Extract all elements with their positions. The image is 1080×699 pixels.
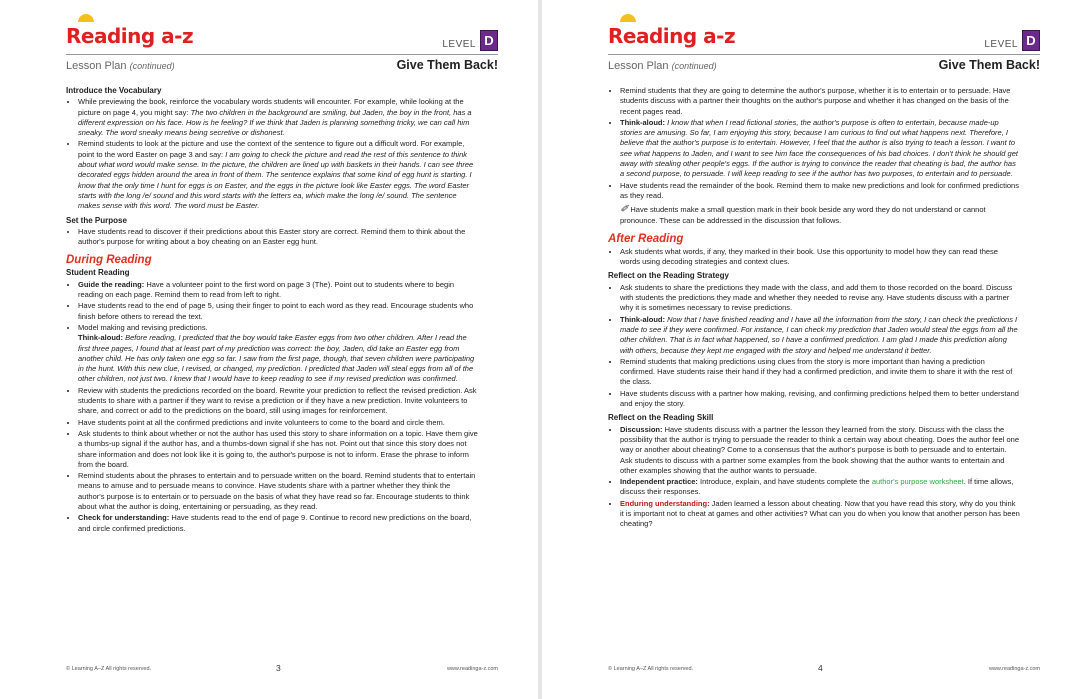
bullet-list bbox=[66, 280, 478, 534]
website-link[interactable]: www.readinga-z.com bbox=[446, 666, 498, 672]
website-link[interactable]: www.readinga-z.com bbox=[988, 666, 1040, 672]
section-heading: Introduce the Vocabulary bbox=[66, 86, 162, 95]
list-item: • Enduring understanding: Jaden learned a lesson about cheating. Now that you have read this story, why do you think it is important not to cheat at games and other activities? What can you do when you know that another person has been cheating? bbox=[620, 499, 1020, 530]
section-heading: Reflect on the Reading Strategy bbox=[608, 271, 729, 281]
header-rule bbox=[66, 54, 498, 55]
bullet-list bbox=[66, 97, 478, 211]
worksheet-link[interactable]: author's purpose worksheet bbox=[871, 477, 964, 487]
sun-icon bbox=[78, 14, 94, 22]
list-item: • Ask students to think about whether or not the author has used this story to share information on a topic. Have them give a thumbs-up signal if the author has, and a thumbs-down signal if she has not. Point out that since this story does not share information and does not look like it is going to, the author's purpose is not to inform. Erase the phrase to inform from the board. bbox=[78, 429, 478, 470]
list-item: • Remind students about the phrases to entertain and to persuade written on the board. Remind students that to entertain means to amuse and to persuade means to convince. Have students share with a partner whether they think the author's purpose is to entertain or to persuade on the basis of what they have read so far. Encourage students to think about what the author is doing, entertaining or persuading, as they read. bbox=[78, 471, 478, 512]
list-item: • Ask students what words, if any, they marked in their book. Use this opportunity to model how they can read these words using decoding strategies and context clues. bbox=[620, 247, 1020, 268]
list-item: • Remind students that making predictions using clues from the story is more important than having a prediction confirmed. Have students raise their hand if they had a confirmed prediction, and invite them to share it with the rest of the class. bbox=[620, 357, 1020, 388]
list-item: • Ask students to share the predictions they made with the class, and add them to those recorded on the board. Discuss with students the predictions they made and whether they needed to revise any. Have students discuss with a partner why it is sometimes necessary to revise predictions. bbox=[620, 283, 1020, 314]
list-item: • Model making and revising predictions. Think-aloud: Before reading, I predicted that the boy would take Easter eggs from two other children. After I read the first three pages, I found that at least part of my prediction was correct: the boy, Jaden, did take an Easter egg from another child. He has only taken one egg so far. I saw from the first page, though, that seven children were participating in the hunt. With this new clue, I revised, or changed, my prediction. I predicted that Jaden will steal eggs from all of the other children, not just two. I knew that I would have to keep reading to see if my revised prediction was confirmed. bbox=[78, 323, 478, 385]
page-number: 4 bbox=[818, 663, 823, 673]
level-indicator bbox=[442, 30, 498, 51]
page-4 bbox=[542, 0, 1080, 699]
section-heading: Set the Purpose bbox=[66, 215, 127, 225]
reading-az-logo[interactable]: Reading a-z bbox=[608, 24, 735, 48]
during-reading-heading: During Reading bbox=[66, 254, 152, 267]
lesson-plan-subhead: Lesson Plan (continued) bbox=[66, 60, 175, 72]
list-item: • Remind students to look at the picture and use the context of the sentence to figure out a difficult word. For example, point to the word Easter on page 3 and say: I am going to check the picture and read the rest of this sentence to think about what word would make sense. In the picture, the children are lined up with baskets in their hands. I can see three decorated eggs hidden around the area in front of them. The sentence explains that some kind of egg hunt is starting. I know that the only time I hunt for eggs is on Easter, and the eggs in the picture look like Easter eggs. The word Easter starts with the long /e/ sound and this word starts with the letters ea, which make the long /e/ sound. The sentence makes sense with this word. The word must be Easter. bbox=[78, 139, 478, 211]
copyright: © Learning A–Z All rights reserved. bbox=[66, 666, 152, 672]
list-item: • Have students read the remainder of the book. Remind them to make new predictions and look for confirmed predictions as they read. bbox=[620, 181, 1020, 202]
list-item: • Have students discuss with a partner how making, revising, and confirming predictions helped them to better understand and enjoy the story. bbox=[620, 389, 1020, 410]
sun-icon bbox=[620, 14, 636, 22]
list-item: • Have students read to discover if their predictions about this Easter story are correct. Remind them to think about the author's purpose for writing about a boy cheating on an Easter egg hunt. bbox=[78, 227, 478, 248]
list-item: • Have students read to the end of page 5, using their finger to point to each word as they read. Encourage students who finish before others to reread the text. bbox=[78, 301, 478, 322]
book-title: Give Them Back! bbox=[396, 58, 498, 72]
level-label: LEVEL bbox=[442, 39, 476, 50]
book-title: Give Them Back! bbox=[938, 58, 1040, 72]
list-item: • Review with students the predictions recorded on the board. Rewrite your prediction to reflect the revised prediction. Ask students to share with a partner if they want to revise a prediction or if they have a new prediction. Invite volunteers to share, and correct or add to the predictions on the board, still using images for reinforcement. bbox=[78, 386, 478, 417]
page-4-content bbox=[608, 86, 1020, 534]
list-item: • Think-aloud: Now that I have finished reading and I have all the information from the story, I can check the predictions I made to see if they were confirmed. For instance, I can check my prediction that Jaden would steal the eggs from all the other children. That is in fact what happened, so I have a confirmed prediction. I am glad I made this prediction along with others, because they kept me engaged with the story and helped me understand it better. bbox=[620, 315, 1020, 356]
page-3 bbox=[0, 0, 538, 699]
bullet-list bbox=[608, 425, 1020, 530]
list-item: • Check for understanding: Have students read to the end of page 9. Continue to record new predictions on the board, and circle confirmed predictions. bbox=[78, 513, 478, 534]
section-heading: Student Reading bbox=[66, 268, 130, 278]
section-heading: Reflect on the Reading Skill bbox=[608, 413, 714, 423]
list-item: • Have students point at all the confirmed predictions and invite volunteers to come to the board and circle them. bbox=[78, 418, 478, 428]
level-indicator bbox=[984, 30, 1040, 51]
lesson-plan-subhead: Lesson Plan (continued) bbox=[608, 60, 717, 72]
copyright: © Learning A–Z All rights reserved. bbox=[608, 666, 694, 672]
note-paragraph: ✐ Have students make a small question mark in their book beside any word they do not understand or cannot pronounce. These can be addressed in the discussion that follows. bbox=[620, 204, 986, 225]
list-item: • Think-aloud: I know that when I read fictional stories, the author's purpose is often to entertain, because made-up stories are amusing. So far, I am enjoying this story, because I am curious to find out what happens next. Therefore, I believe that the author's purpose is to entertain. However, I feel that the author is also trying to teach a lesson. I want to see what happens to Jaden, and I want to see him face the consequences of his bad choices. I don't think he should get away with stealing other people's eggs. If the author is trying to convince the reader that cheating is bad, the author has a second purpose, to persuade. I will keep reading to see if the author has two purposes, to entertain and to persuade. bbox=[620, 118, 1020, 180]
level-badge: D bbox=[480, 30, 498, 51]
list-item: • Guide the reading: Have a volunteer point to the first word on page 3 (The). Point out to students where to begin reading on each page. Remind them to read from left to right. bbox=[78, 280, 478, 301]
level-badge: D bbox=[1022, 30, 1040, 51]
list-item: • Independent practice: Introduce, explain, and have students complete the author's purpose worksheet. If time allows, discuss their responses. bbox=[620, 477, 1020, 498]
reading-az-logo[interactable]: Reading a-z bbox=[66, 24, 193, 48]
list-item: • Discussion: Have students discuss with a partner the lesson they learned from the story. Discuss with the class the possibility that the author is trying to persuade the reader to think a certain way about cheating. Does the author feel one way or another about cheating? Come to a consensus that the author's purpose is both to persuade and to entertain. Ask students to discuss with a partner some examples from the book showing that the author wants to entertain and other examples showing that the author wants to persuade. bbox=[620, 425, 1020, 476]
pencil-icon: ✐ bbox=[620, 204, 629, 216]
bullet-list bbox=[608, 86, 1020, 201]
bullet-list bbox=[608, 283, 1020, 410]
header-rule bbox=[608, 54, 1040, 55]
page-3-content bbox=[66, 86, 478, 538]
after-reading-heading: After Reading bbox=[608, 232, 684, 245]
level-label: LEVEL bbox=[984, 39, 1018, 50]
list-item: • Remind students that they are going to determine the author's purpose, whether it is to entertain or to persuade. Have students discuss with a partner their thoughts on the author's purpose and whether it has changed on the basis of the recent pages read. bbox=[620, 86, 1020, 117]
bullet-list bbox=[66, 227, 478, 248]
bullet-list bbox=[608, 247, 1020, 268]
list-item: • While previewing the book, reinforce the vocabulary words students will encounter. For example, while looking at the picture on page 4, you might say: The two children in the background are smiling, but Jaden, the boy in the front, has a different expression on his face. How is he feeling? If we think that Jaden is planning something tricky, we can call him sneaky. The word sneaky means being secretive or dishonest. bbox=[78, 97, 478, 138]
page-number: 3 bbox=[276, 663, 281, 673]
